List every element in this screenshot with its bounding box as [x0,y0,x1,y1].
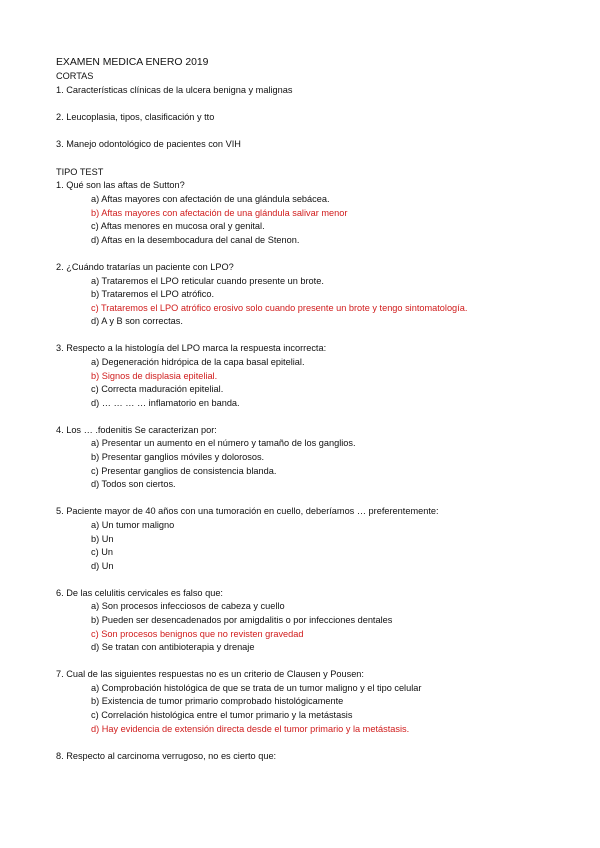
question-4-option-a: a) Presentar un aumento en el número y tamaño de los ganglios. [91,438,356,449]
question-3-option-b-answer: b) Signos de displasia epitelial. [91,370,218,381]
question-6-option-b: b) Pueden ser desencadenados por amigdalitis o por infecciones dentales [91,615,393,625]
question-1-option-d: d) Aftas en la desembocadura del canal de Stenon. [91,234,300,245]
question-1-option-a: a) Aftas mayores con afectación de una glándula sebácea. [91,194,330,205]
question-7-option-a: a) Comprobación histológica de que se trata de un tumor maligno y el tipo celular [91,682,422,693]
question-4: 4. Los … .fodenitis Se caracterizan por: [56,424,217,435]
question-3-option-a: a) Degeneración hidrópica de la capa basal epitelial. [91,357,305,367]
question-6-option-d: d) Se tratan con antibioterapia y drenaje [91,642,255,653]
question-1: 1. Qué son las aftas de Sutton? [56,180,185,191]
question-4-option-d: d) Todos son ciertos. [91,479,176,490]
short-section-heading: CORTAS [56,71,94,81]
question-3-option-c: c) Correcta maduración epitelial. [91,384,224,395]
question-7: 7. Cual de las siguientes respuestas no es un criterio de Clausen y Pousen: [56,669,364,680]
question-2-option-c-answer: c) Trataremos el LPO atrófico erosivo solo cuando presente un brote y tengo sintomatología. [91,302,468,313]
question-7-option-d-answer: d) Hay evidencia de extensión directa desde el tumor primario y la metástasis. [91,723,410,734]
question-2: 2. ¿Cuándo tratarías un paciente con LPO? [56,261,234,272]
question-7-option-b: b) Existencia de tumor primario comprobado histológicamente [91,696,344,707]
question-5-option-d: d) Un [91,560,114,571]
test-section-heading: TIPO TEST [56,166,104,177]
question-4-option-b: b) Presentar ganglios móviles y dolorosos. [91,452,265,463]
exam-document [56,55,566,763]
question-1-option-c: c) Aftas menores en mucosa oral y genital. [91,221,265,232]
question-2-option-b: b) Trataremos el LPO atrófico. [91,289,215,300]
question-5-option-c: c) Un [91,547,113,558]
question-6-option-c-answer: c) Son procesos benignos que no revisten gravedad [91,628,304,639]
question-5: 5. Paciente mayor de 40 años con una tumoración en cuello, deberíamos … preferentemente: [56,506,439,517]
question-2-option-d: d) A y B son correctas. [91,316,183,327]
short-question-1: 1. Características clínicas de la ulcera benigna y malignas [56,84,293,95]
question-6: 6. De las celulitis cervicales es falso que: [56,587,223,598]
question-5-option-b: b) Un [91,533,114,544]
short-question-2: 2. Leucoplasia, tipos, clasificación y tto [56,111,215,122]
question-5-option-a: a) Un tumor maligno [91,519,175,530]
question-6-option-a: a) Son procesos infecciosos de cabeza y cuello [91,601,285,612]
question-2-option-a: a) Trataremos el LPO reticular cuando presente un brote. [91,275,324,286]
question-3-option-d: d) … … … … inflamatorio en banda. [91,397,240,408]
question-1-option-b-answer: b) Aftas mayores con afectación de una glándula salivar menor [91,207,348,218]
question-8: 8. Respecto al carcinoma verrugoso, no es cierto que: [56,750,277,761]
question-7-option-c: c) Correlación histológica entre el tumor primario y la metástasis [91,710,353,721]
document-title: EXAMEN MEDICA ENERO 2019 [56,57,209,68]
short-question-3: 3. Manejo odontológico de pacientes con VIH [56,139,241,150]
question-3: 3. Respecto a la histología del LPO marca la respuesta incorrecta: [56,343,327,354]
question-4-option-c: c) Presentar ganglios de consistencia blanda. [91,465,277,476]
